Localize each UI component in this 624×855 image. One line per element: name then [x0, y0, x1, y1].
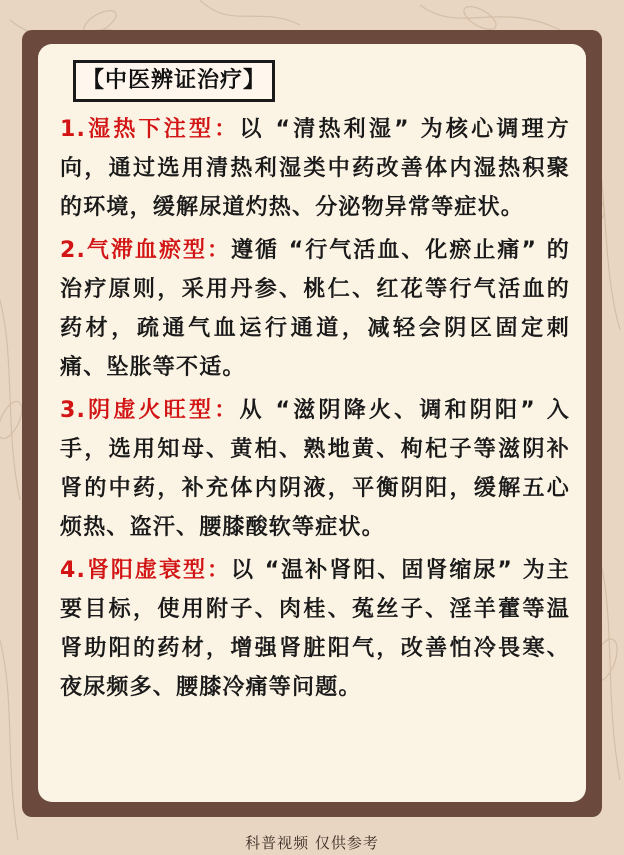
section-4 — [60, 551, 570, 707]
section-body: 遵循 “行气活血、化瘀止痛” 的治疗原则，采用丹参、桃仁、红花等行气活血的药材，疏通气血运行通道，减轻会阴区固定刺痛、坠胀等不适。 — [60, 238, 570, 380]
section-heading: 4.肾阳虚衰型： — [60, 558, 232, 583]
section-2 — [60, 231, 570, 387]
treatment-list — [60, 110, 570, 711]
section-heading: 3.阴虚火旺型： — [60, 398, 240, 423]
section-1 — [60, 110, 570, 227]
section-3 — [60, 391, 570, 547]
section-heading: 1.湿热下注型： — [60, 117, 240, 142]
section-body: 以 “温补肾阳、固肾缩尿” 为主要目标，使用附子、肉桂、菟丝子、淫羊藿等温肾助阳的药材，增强肾脏阳气，改善怕冷畏寒、夜尿频多、腰膝冷痛等问题。 — [60, 558, 570, 700]
footer-disclaimer: 科普视频 仅供参考 — [245, 834, 379, 852]
section-heading: 2.气滞血瘀型： — [60, 238, 232, 263]
page-title: 【中医辨证治疗】 — [73, 60, 275, 102]
section-body: 以 “清热利湿” 为核心调理方向，通过选用清热利湿类中药改善体内湿热积聚的环境，缓解尿道灼热、分泌物异常等症状。 — [60, 117, 570, 220]
section-body: 从 “滋阴降火、调和阴阳” 入手，选用知母、黄柏、熟地黄、枸杞子等滋阴补肾的中药，补充体内阴液，平衡阴阳，缓解五心烦热、盗汗、腰膝酸软等症状。 — [60, 398, 570, 540]
